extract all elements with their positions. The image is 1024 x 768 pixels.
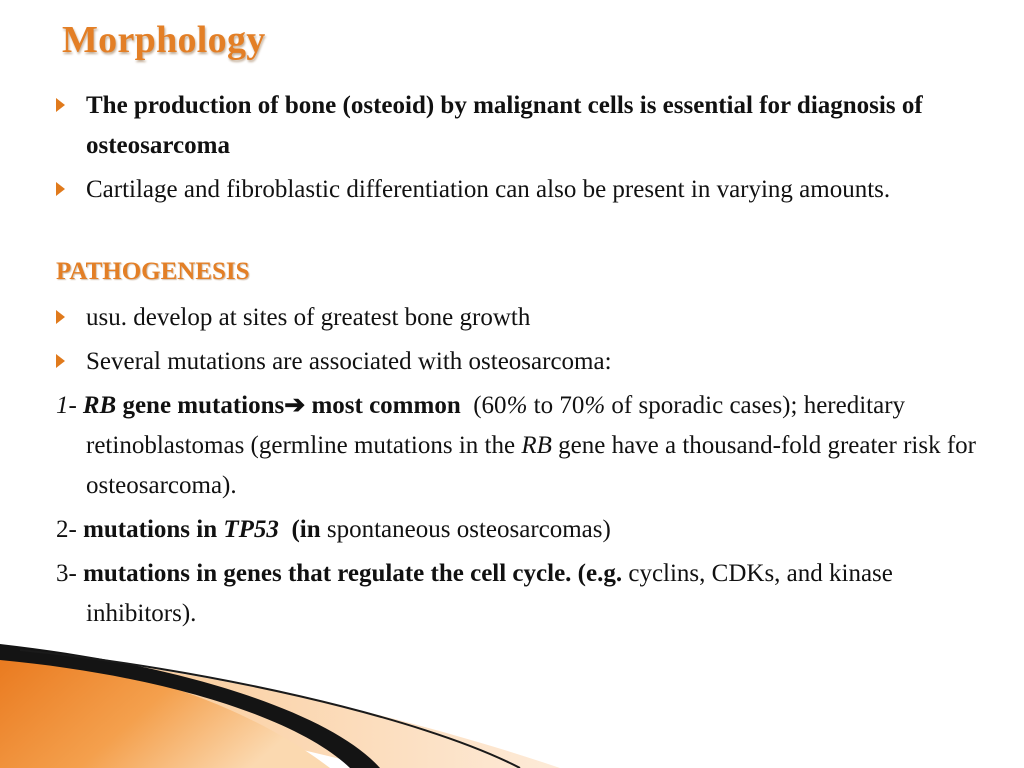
bullet-arrow-icon <box>56 98 65 112</box>
item-number: 1 <box>56 392 69 419</box>
bullet-arrow-icon <box>56 310 65 324</box>
wave-dark-line <box>0 644 380 768</box>
bullet-osteoid <box>56 86 976 166</box>
gene-label: gene mutations <box>116 392 285 419</box>
item-bold-text: mutations in genes that regulate the cell cycle. (e.g. <box>83 560 623 587</box>
numbered-item-tp53 <box>56 510 976 550</box>
bullet-growth-sites <box>56 298 976 338</box>
numbered-item-cell-cycle <box>56 554 976 634</box>
section-heading-pathogenesis: PATHOGENESIS <box>56 258 250 285</box>
right-arrow-icon: ➔ <box>284 392 306 419</box>
gene-name: RB <box>82 392 117 419</box>
bullet-text: Cartilage and fibroblastic differentiation can also be present in varying amounts. <box>86 176 891 203</box>
item-number: 2- <box>56 516 84 543</box>
bullet-text: The production of bone (osteoid) by malignant cells is essential for diagnosis of osteosarcoma <box>86 92 923 159</box>
bullet-mutations <box>56 342 976 382</box>
bullet-cartilage <box>56 170 976 210</box>
bullet-text: Several mutations are associated with osteosarcoma: <box>86 348 612 375</box>
detail-text-a: (60 <box>473 392 507 419</box>
item-rest-text: spontaneous osteosarcomas) <box>320 516 611 543</box>
item-separator: - <box>68 392 77 419</box>
item-rest-text: cyclins, CDKs, and kinase inhibitors). <box>86 560 893 627</box>
item-paren: (in <box>291 516 321 543</box>
detail-text-b: to 70 <box>527 392 585 419</box>
detail-text-d: gene have a thousand-fold greater risk for osteosarcoma). <box>86 432 977 499</box>
bullet-arrow-icon <box>56 182 65 196</box>
bullet-arrow-icon <box>56 354 65 368</box>
gene-name: TP53 <box>223 516 279 543</box>
percent-sign: % <box>506 392 528 419</box>
item-bold-text <box>83 392 461 419</box>
item-number: 3- <box>56 560 84 587</box>
item-bold-text: mutations in <box>83 516 224 543</box>
gene-name: RB <box>521 432 552 459</box>
emphasis-text: most common <box>305 392 461 419</box>
bullet-text: usu. develop at sites of greatest bone growth <box>86 304 531 331</box>
percent-sign: % <box>584 392 606 419</box>
wave-thin-line <box>20 650 520 768</box>
slide-title: Morphology <box>62 19 266 61</box>
wave-light-band <box>0 648 560 768</box>
slide-body <box>56 86 976 638</box>
numbered-item-rb <box>56 386 976 506</box>
wave-orange-band <box>0 652 330 768</box>
detail-text-c: of sporadic cases); hereditary retinoblastomas (germline mutations in the <box>86 392 906 459</box>
